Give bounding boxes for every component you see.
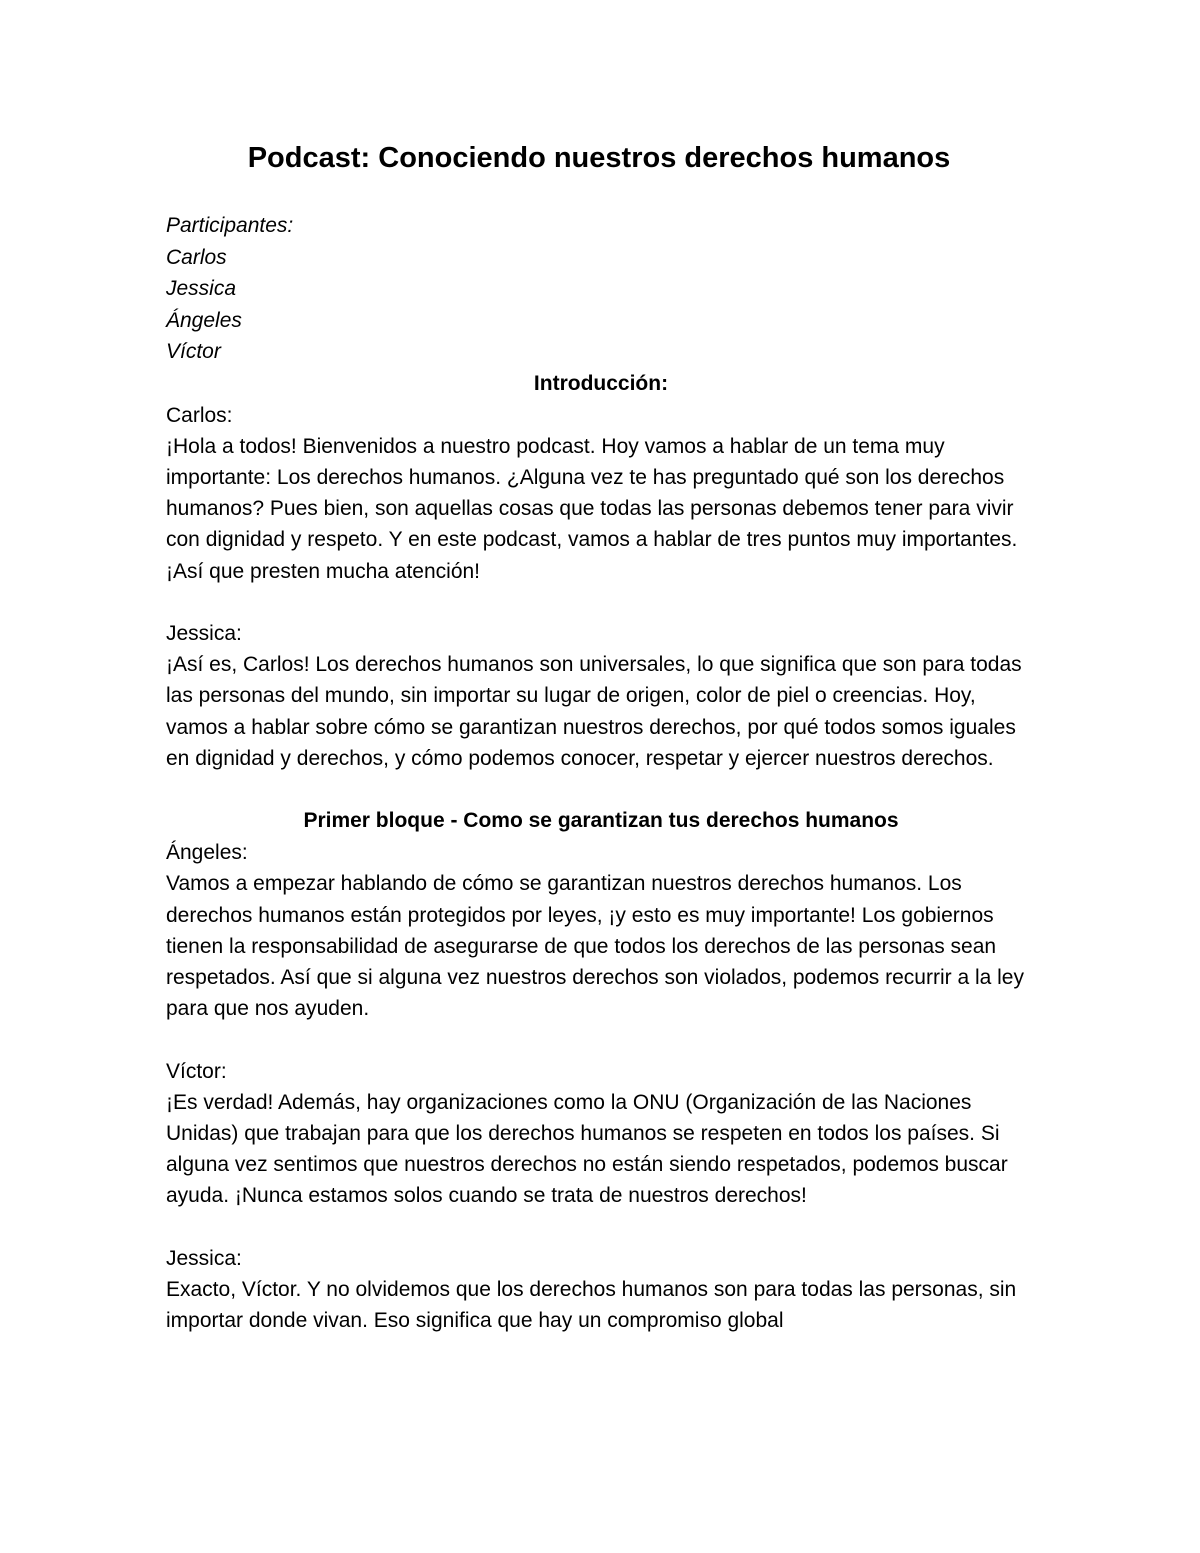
intro-heading: Introducción: [533, 371, 669, 395]
intro-turn-jessica [166, 618, 1036, 774]
speaker-name: Carlos: [166, 403, 233, 427]
speaker-name: Ángeles: [166, 841, 248, 865]
page-title: Podcast: Conociendo nuestros derechos humanos [247, 142, 951, 174]
block1-turn-victor [166, 1056, 1036, 1212]
speaker-name: Jessica: [166, 621, 242, 645]
intro-turn-carlos [166, 400, 1036, 587]
speaker-text: Exacto, Víctor. Y no olvidemos que los derechos humanos son para todas las personas, sin importar donde vivan. Eso significa que hay un compromiso global [166, 1277, 1017, 1333]
speaker-text: ¡Así es, Carlos! Los derechos humanos son universales, lo que significa que son para todas las personas del mundo, sin importar su lugar de origen, color de piel o creencias. Hoy, vamos a hablar sobre cómo se garantizan nuestros derechos, por qué todos somos iguales en dignidad y derechos, y cómo podemos conocer, respetar y ejercer nuestros derechos. [166, 653, 1022, 770]
document-content [166, 136, 1036, 1336]
participants-list [166, 210, 1036, 368]
speaker-text: ¡Hola a todos! Bienvenidos a nuestro podcast. Hoy vamos a hablar de un tema muy importante: Los derechos humanos. ¿Alguna vez te has preguntado qué son los derechos humanos? Pues bien, son aquellas cosas que todas las personas debemos tener para vivir con dignidad y respeto. Y en este podcast, vamos a hablar de tres puntos muy importantes. ¡Así que presten mucha atención! [166, 434, 1018, 583]
participant-carlos: Carlos [166, 245, 227, 269]
block1-turn-angeles [166, 837, 1036, 1024]
speaker-name: Víctor: [166, 1059, 227, 1083]
participant-angeles: Ángeles [166, 308, 242, 332]
block1-heading: Primer bloque - Como se garantizan tus derechos humanos [303, 809, 899, 833]
speaker-text: Vamos a empezar hablando de cómo se garantizan nuestros derechos humanos. Los derechos humanos están protegidos por leyes, ¡y esto es muy importante! Los gobiernos tienen la responsabilidad de asegurarse de que todos los derechos de las personas sean respetados. Así que si alguna vez nuestros derechos son violados, podemos recurrir a la ley para que nos ayuden. [166, 872, 1024, 1021]
paragraph-gap [166, 587, 1036, 618]
block1-turn-jessica [166, 1243, 1036, 1337]
paragraph-gap [166, 774, 1036, 805]
participant-jessica: Jessica [166, 277, 237, 300]
speaker-text: ¡Es verdad! Además, hay organizaciones como la ONU (Organización de las Naciones Unidas) que trabajan para que los derechos humanos se respeten en todos los países. Si alguna vez sentimos que nuestros derechos no están siendo respetados, podemos buscar ayuda. ¡Nunca estamos solos cuando se trata de nuestros derechos! [166, 1090, 1008, 1208]
participant-victor: Víctor [166, 340, 221, 363]
paragraph-gap [166, 1024, 1036, 1055]
speaker-name: Jessica: [166, 1246, 242, 1270]
paragraph-gap [166, 1212, 1036, 1243]
participants-label: Participantes: [166, 214, 294, 237]
